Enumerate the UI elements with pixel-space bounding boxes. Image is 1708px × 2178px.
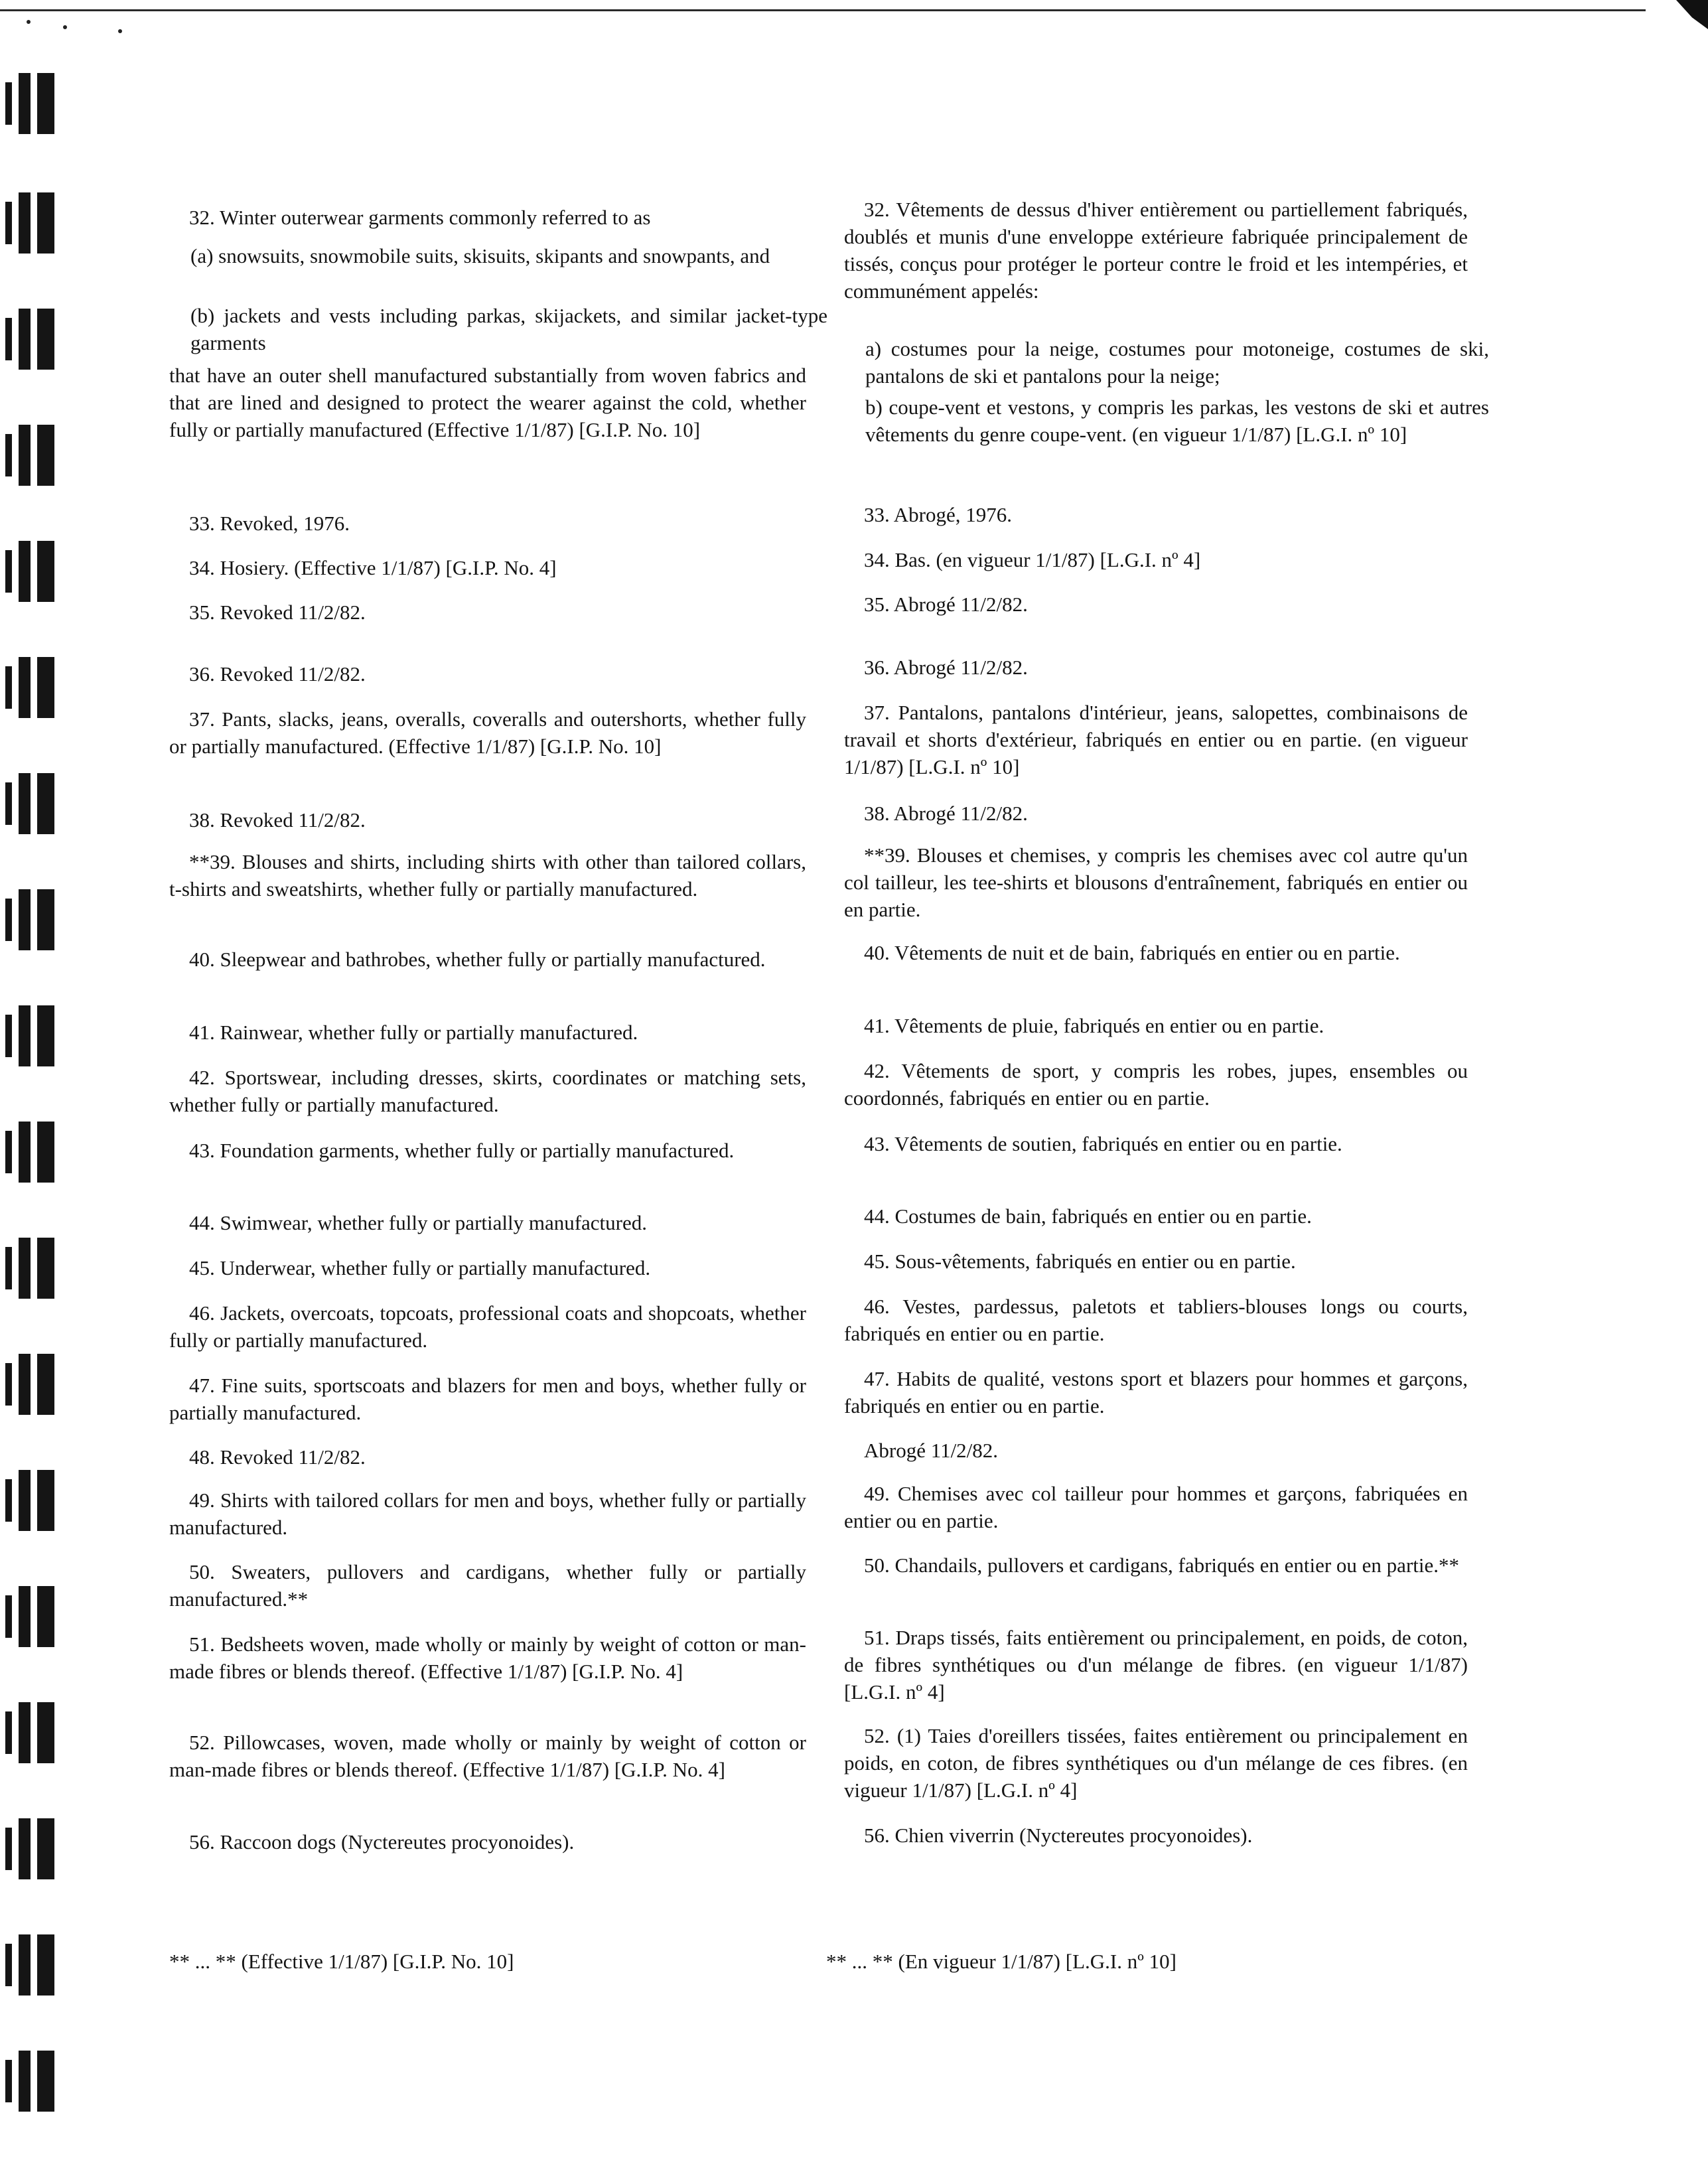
binding-mark <box>5 425 58 486</box>
item-50-fr: 50. Chandails, pullovers et cardigans, fabriqués en entier ou en partie.** <box>864 1554 1460 1577</box>
item-44-en: 44. Swimwear, whether fully or partially manufactured. <box>189 1211 648 1234</box>
item-32b-fr: b) coupe-vent et vestons, y compris les parkas, les vestons de ski et autres vêtements du genre coupe-vent. (en vigueur 1/1/87) [L.G.I. nº 10] <box>865 396 1489 446</box>
binding-mark <box>5 73 58 134</box>
item-35-en: 35. Revoked 11/2/82. <box>189 601 366 624</box>
footnote-fr: ** ... ** (En vigueur 1/1/87) [L.G.I. nº 10] <box>826 1950 1176 1973</box>
item-45-en: 45. Underwear, whether fully or partially manufactured. <box>189 1256 651 1279</box>
item-32a-en: (a) snowsuits, snowmobile suits, skisuits, skipants and snowpants, and <box>190 244 770 267</box>
binding-mark <box>5 773 58 834</box>
item-44-fr: 44. Costumes de bain, fabriqués en entier ou en partie. <box>864 1204 1312 1228</box>
item-52-fr: 52. (1) Taies d'oreillers tissées, faites entièrement ou principalement en poids, en coton, de fibres synthétiques ou d'un mélange de ces fibres. (en vigueur 1/1/87) [L.G.I. nº 4] <box>844 1724 1468 1802</box>
binding-mark <box>5 1238 58 1299</box>
binding-mark <box>5 1702 58 1763</box>
item-37-fr: 37. Pantalons, pantalons d'intérieur, jeans, salopettes, combinaisons de travail et shorts d'extérieur, fabriqués en entier ou en partie. (en vigueur 1/1/87) [L.G.I. nº 10] <box>844 701 1468 778</box>
item-43-fr: 43. Vêtements de soutien, fabriqués en entier ou en partie. <box>864 1132 1342 1155</box>
item-33-fr: 33. Abrogé, 1976. <box>864 503 1013 526</box>
binding-mark <box>5 541 58 602</box>
item-56-en: 56. Raccoon dogs (Nyctereutes procyonoides). <box>189 1830 575 1853</box>
item-42-fr: 42. Vêtements de sport, y compris les robes, jupes, ensembles ou coordonnés, fabriqués en entier ou en partie. <box>844 1059 1468 1110</box>
item-41-en: 41. Rainwear, whether fully or partially manufactured. <box>189 1021 638 1044</box>
item-43-en: 43. Foundation garments, whether fully or partially manufactured. <box>189 1139 735 1162</box>
binding-mark <box>5 2051 58 2112</box>
item-36-fr: 36. Abrogé 11/2/82. <box>864 656 1028 679</box>
item-39-en: **39. Blouses and shirts, including shirts with other than tailored collars, t-shirts and sweatshirts, whether fully or partially manufactured. <box>169 850 806 901</box>
item-32-body-en: that have an outer shell manufactured substantially from woven fabrics and that are lined and designed to protect the wearer against the cold, whether fully or partially manufactured (Effective 1/1/87) [G.I.P. No. 10] <box>169 364 806 441</box>
binding-mark <box>5 1818 58 1879</box>
item-32-en: 32. Winter outerwear garments commonly referred to as <box>189 206 651 229</box>
binding-holes <box>0 53 63 2177</box>
item-35-fr: 35. Abrogé 11/2/82. <box>864 593 1028 616</box>
item-34-en: 34. Hosiery. (Effective 1/1/87) [G.I.P. No. 4] <box>189 556 557 579</box>
scan-dot <box>27 20 31 24</box>
footnote-en: ** ... ** (Effective 1/1/87) [G.I.P. No. 10] <box>169 1950 514 1973</box>
item-51-fr: 51. Draps tissés, faits entièrement ou principalement, en poids, de coton, de fibres synthétiques ou d'un mélange de fibres. (en vigueur 1/1/87) [L.G.I. nº 4] <box>844 1626 1468 1704</box>
item-48-fr: Abrogé 11/2/82. <box>864 1439 999 1462</box>
item-47-en: 47. Fine suits, sportscoats and blazers for men and boys, whether fully or partially manufactured. <box>169 1374 806 1424</box>
item-45-fr: 45. Sous-vêtements, fabriqués en entier ou en partie. <box>864 1250 1296 1273</box>
item-33-en: 33. Revoked, 1976. <box>189 512 350 535</box>
item-37-en: 37. Pants, slacks, jeans, overalls, coveralls and outershorts, whether fully or partially manufactured. (Effective 1/1/87) [G.I.P. No. 10] <box>169 707 806 758</box>
binding-mark <box>5 309 58 370</box>
item-36-en: 36. Revoked 11/2/82. <box>189 662 366 686</box>
item-40-fr: 40. Vêtements de nuit et de bain, fabriqués en entier ou en partie. <box>864 941 1400 964</box>
binding-mark <box>5 889 58 950</box>
item-52-en: 52. Pillowcases, woven, made wholly or mainly by weight of cotton or man-made fibres or blends thereof. (Effective 1/1/87) [G.I.P. No. 4] <box>169 1731 806 1781</box>
item-41-fr: 41. Vêtements de pluie, fabriqués en entier ou en partie. <box>864 1014 1324 1037</box>
binding-mark <box>5 1934 58 1996</box>
binding-mark <box>5 1005 58 1066</box>
binding-mark <box>5 1470 58 1531</box>
item-32b-en: (b) jackets and vests including parkas, skijackets, and similar jacket-type garments <box>190 304 827 354</box>
binding-mark <box>5 1122 58 1183</box>
item-34-fr: 34. Bas. (en vigueur 1/1/87) [L.G.I. nº 4] <box>864 548 1201 571</box>
binding-mark <box>5 1354 58 1415</box>
binding-mark <box>5 657 58 718</box>
item-50-en: 50. Sweaters, pullovers and cardigans, whether fully or partially manufactured.** <box>169 1560 806 1611</box>
scan-dot <box>63 25 67 29</box>
binding-mark <box>5 192 58 254</box>
item-46-en: 46. Jackets, overcoats, topcoats, professional coats and shopcoats, whether fully or partially manufactured. <box>169 1301 806 1352</box>
item-51-en: 51. Bedsheets woven, made wholly or mainly by weight of cotton or man-made fibres or blends thereof. (Effective 1/1/87) [G.I.P. No. 4] <box>169 1633 806 1683</box>
item-46-fr: 46. Vestes, pardessus, paletots et tabliers-blouses longs ou courts, fabriqués en entier ou en partie. <box>844 1295 1468 1345</box>
item-38-fr: 38. Abrogé 11/2/82. <box>864 802 1028 825</box>
item-40-en: 40. Sleepwear and bathrobes, whether fully or partially manufactured. <box>189 948 766 971</box>
item-32-fr: 32. Vêtements de dessus d'hiver entièrement ou partiellement fabriqués, doublés et munis d'une enveloppe extérieure fabriquée principalement de tissés, conçus pour protéger le porteur contre le froid et les intempéries, et communément appelés: <box>844 198 1468 303</box>
item-32a-fr: a) costumes pour la neige, costumes pour motoneige, costumes de ski, pantalons de ski et pantalons pour la neige; <box>865 337 1489 388</box>
binding-mark <box>5 1586 58 1647</box>
item-56-fr: 56. Chien viverrin (Nyctereutes procyonoides). <box>864 1824 1253 1847</box>
item-38-en: 38. Revoked 11/2/82. <box>189 808 366 832</box>
item-39-fr: **39. Blouses et chemises, y compris les chemises avec col autre qu'un col tailleur, les tee-shirts et blousons d'entraînement, fabriqués en entier ou en partie. <box>844 843 1468 921</box>
item-49-fr: 49. Chemises avec col tailleur pour hommes et garçons, fabriquées en entier ou en partie. <box>844 1482 1468 1532</box>
top-rule <box>0 9 1646 11</box>
item-47-fr: 47. Habits de qualité, vestons sport et blazers pour hommes et garçons, fabriqués en entier ou en partie. <box>844 1367 1468 1417</box>
item-42-en: 42. Sportswear, including dresses, skirts, coordinates or matching sets, whether fully or partially manufactured. <box>169 1066 806 1116</box>
corner-scan-mark <box>1668 0 1708 29</box>
scan-dot <box>118 29 122 33</box>
item-49-en: 49. Shirts with tailored collars for men and boys, whether fully or partially manufactured. <box>169 1488 806 1539</box>
item-48-en: 48. Revoked 11/2/82. <box>189 1445 366 1469</box>
